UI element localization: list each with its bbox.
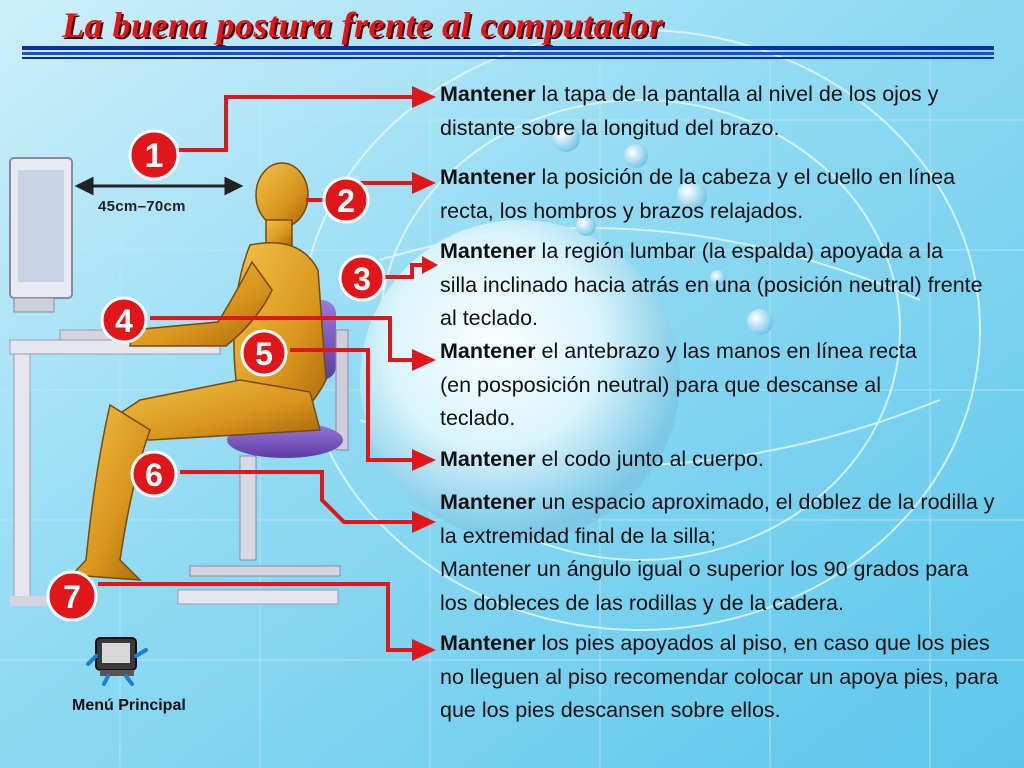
badge-7 [48,572,96,620]
svg-text:2: 2 [337,183,355,219]
badge-5 [242,331,286,375]
badge-4 [102,298,146,342]
svg-text:4: 4 [115,303,133,339]
svg-text:1: 1 [144,137,164,175]
badge-2 [324,178,368,222]
tip-3: Mantener la región lumbar (la espalda) apoyada a la silla inclinado hacia atrás en una (posición neutral) frente al teclado. [440,239,983,330]
badge-6 [132,452,176,496]
tip-1: Mantener la tapa de la pantalla al nivel de los ojos y distante sobre la longitud del brazo. [440,82,939,140]
badge-1 [130,131,178,179]
tip-6: Mantener un espacio aproximado, el doblez de la rodilla y la extremidad final de la silla; Mantener un ángulo igual o superior los 90 grados para los dobleces de las rodillas y de la cadera. [440,490,995,615]
tip-4: Mantener el antebrazo y las manos en línea recta (en posposición neutral) para que descanse al teclado. [440,339,917,430]
title-underline [22,46,994,60]
main-menu-link[interactable]: Menú Principal [72,697,186,714]
tip-7: Mantener los pies apoyados al piso, en caso que los pies no lleguen al piso recomendar colocar un apoya pies, para que los pies descansen sobre ellos. [440,631,999,722]
page-title: La buena postura frente al computador [62,5,664,45]
distance-label: 45cm–70cm [98,198,186,215]
svg-text:6: 6 [145,457,163,493]
svg-text:5: 5 [255,336,273,372]
svg-text:7: 7 [63,579,81,615]
badge-3 [340,256,384,300]
computer-mascot-icon[interactable] [86,634,150,686]
tip-2: Mantener la posición de la cabeza y el cuello en línea recta, los hombros y brazos relajados. [440,165,956,223]
monitor-illustration [10,158,72,312]
tip-5: Mantener el codo junto al cuerpo. [440,447,764,471]
svg-text:3: 3 [353,261,371,297]
tip-6-extra: Mantener un ángulo igual o superior los 90 grados para los dobleces de las rodillas y de la cadera. [440,557,969,615]
